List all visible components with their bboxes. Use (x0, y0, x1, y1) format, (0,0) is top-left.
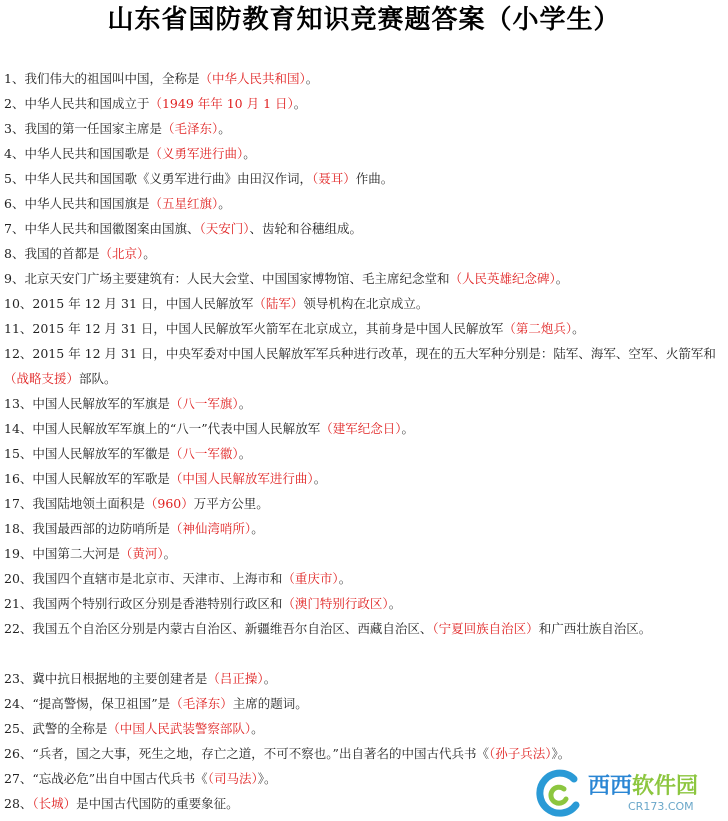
question-item: 27、“忘战必危”出自中国古代兵书《（司马法）》。 (4, 771, 277, 786)
answer-text: （陆军） (253, 296, 304, 311)
watermark-brand-b: 软件园 (632, 773, 699, 799)
answer-text: （建军纪念日） (320, 421, 402, 436)
question-item: 9、北京天安门广场主要建筑有：人民大会堂、中国国家博物馆、毛主席纪念堂和（人民英雄纪念碑）。 (4, 271, 569, 286)
question-item: 28、（长城）是中国古代国防的重要象征。 (4, 796, 239, 811)
answer-text: （中国人民武装警察部队） (107, 721, 252, 736)
answer-text: （澳门特别行政区） (282, 596, 389, 611)
answer-text: （毛泽东） (170, 696, 233, 711)
question-item: 7、中华人民共和国徽图案由国旗、（天安门）、齿轮和谷穗组成。 (4, 221, 362, 236)
question-item: 2、中华人民共和国成立于（1949 年年 10 月 1 日）。 (4, 96, 307, 111)
brand-logo-icon (534, 769, 586, 817)
answer-text: （义勇军进行曲） (149, 146, 244, 161)
answer-text: （天安门） (199, 221, 250, 236)
answer-text: （司马法） (207, 771, 258, 786)
answer-text: （人民英雄纪念碑） (449, 271, 556, 286)
question-item: 20、我国四个直辖市是北京市、天津市、上海市和（重庆市）。 (4, 571, 352, 586)
answer-text: （黄河） (119, 546, 164, 561)
answer-text: （孙子兵法） (488, 746, 552, 761)
answer-text: （毛泽东） (161, 121, 219, 136)
question-item: 13、中国人民解放军的军旗是（八一军旗）。 (4, 396, 252, 411)
question-item: 18、我国最西部的边防哨所是（神仙湾哨所）。 (4, 521, 264, 536)
question-item: 11、2015 年 12 月 31 日，中国人民解放军火箭军在北京成立，其前身是中国人民解放军（第二炮兵）。 (4, 321, 585, 336)
question-item: 17、我国陆地领土面积是（960）万平方公里。 (4, 496, 269, 511)
answer-text: （第二炮兵） (503, 321, 573, 336)
question-item: 24、“提高警惕，保卫祖国”是（毛泽东）主席的题词。 (4, 696, 308, 711)
question-item: 26、“兵者，国之大事，死生之地，存亡之道，不可不察也。”出自著名的中国古代兵书《（孙子兵法）》。 (4, 746, 571, 761)
question-item: 3、我国的第一任国家主席是（毛泽东）。 (4, 121, 231, 136)
question-item: 23、冀中抗日根据地的主要创建者是（吕正操）。 (4, 671, 277, 686)
question-item: 21、我国两个特别行政区分别是香港特别行政区和（澳门特别行政区）。 (4, 596, 402, 611)
answer-text: （960） (144, 496, 194, 511)
answer-text: （神仙湾哨所） (169, 521, 252, 536)
question-item: 22、我国五个自治区分别是内蒙古自治区、新疆维吾尔自治区、西藏自治区、（宁夏回族自治区）和广西壮族自治区。 (4, 621, 652, 636)
question-item: 25、武警的全称是（中国人民武装警察部队）。 (4, 721, 264, 736)
question-item: 15、中国人民解放军的军徽是（八一军徽）。 (4, 446, 252, 461)
answer-text: （五星红旗） (149, 196, 219, 211)
watermark-url: CR173.COM (628, 799, 694, 813)
question-item: 14、中国人民解放军军旗上的“八一”代表中国人民解放军（建军纪念日）。 (4, 421, 414, 436)
question-item: 4、中华人民共和国国歌是（义勇军进行曲）。 (4, 146, 256, 161)
site-watermark (534, 767, 724, 819)
answer-text: （长城） (32, 796, 77, 811)
answer-text: （八一军旗） (169, 396, 239, 411)
question-item: 12、2015 年 12 月 31 日，中央军委对中国人民解放军军兵种进行改革，现在的五大军种分别是：陆军、海军、空军、火箭军和（战略支援）部队。 (4, 346, 716, 386)
question-item: 1、我们伟大的祖国叫中国，全称是（中华人民共和国）。 (4, 71, 319, 86)
question-list (4, 66, 724, 816)
question-item: 16、中国人民解放军的军歌是（中国人民解放军进行曲）。 (4, 471, 327, 486)
question-item: 19、中国第二大河是（黄河）。 (4, 546, 177, 561)
page-title: 山东省国防教育知识竞赛题答案（小学生） (107, 5, 621, 35)
question-item: 6、中华人民共和国国旗是（五星红旗）。 (4, 196, 231, 211)
answer-text: （八一军徽） (169, 446, 239, 461)
answer-text: （吕正操） (207, 671, 264, 686)
question-item: 10、2015 年 12 月 31 日，中国人民解放军（陆军）领导机构在北京成立。 (4, 296, 429, 311)
answer-text: （北京） (99, 246, 144, 261)
watermark-brand-a: 西西 (588, 773, 633, 799)
answer-text: （重庆市） (282, 571, 339, 586)
answer-text: （中华人民共和国） (199, 71, 306, 86)
answer-text: （1949 年年 10 月 1 日） (149, 96, 294, 111)
answer-text: （宁夏回族自治区） (432, 621, 539, 636)
answer-text: （中国人民解放军进行曲） (169, 471, 314, 486)
answer-text: （聂耳） (311, 171, 356, 186)
question-item: 8、我国的首都是（北京）。 (4, 246, 156, 261)
answer-text: （战略支援） (4, 371, 80, 386)
question-item: 5、中华人民共和国国歌《义勇军进行曲》由田汉作词，（聂耳）作曲。 (4, 171, 394, 186)
